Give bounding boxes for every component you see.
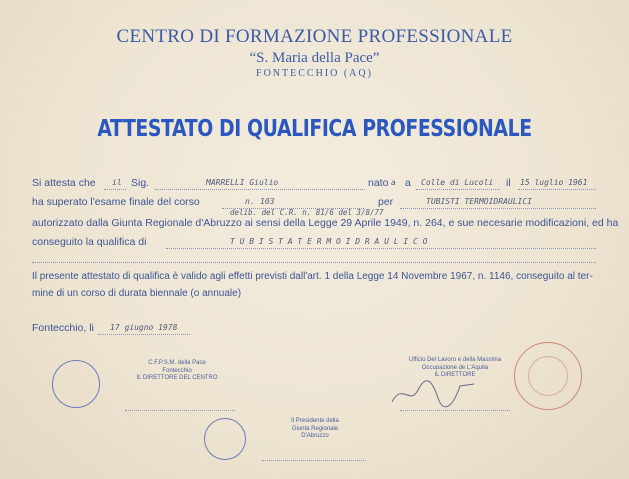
institution-name: “S. Maria della Pace” — [249, 50, 380, 66]
qualifica-label: conseguito la qualifica di — [32, 236, 147, 248]
course-name: TUBISTI TERMOIDRAULICI — [426, 197, 532, 206]
gender-suffix: a — [391, 178, 396, 187]
si-attesta-label: Si attesta che — [32, 177, 96, 189]
left-seal-icon — [52, 360, 100, 408]
nato-label: nato — [368, 177, 389, 189]
superato-label: ha superato l'esame finale del corso — [32, 196, 200, 208]
right-signature-line: Ufficio Del Lavoro e della Massima — [408, 357, 502, 363]
name-value: MARRELLI Giulio — [206, 178, 279, 187]
official-stamp-inner-icon — [528, 356, 568, 396]
signature-line — [125, 410, 235, 411]
left-signature-line: Fontecchio — [162, 367, 192, 374]
birthdate-value: 15 luglio 1961 — [520, 178, 588, 187]
dotted-line — [166, 248, 596, 249]
left-signature-line: IL DIRETTORE DEL CENTRO — [136, 375, 218, 381]
right-signature-line: IL DIRETTORE — [434, 372, 476, 378]
center-signature-line: D'Abruzzo — [301, 433, 329, 439]
delibera-annotation: delib. del C.R. n. 81/6 del 3/8/77 — [230, 208, 384, 217]
left-signature-line: C.F.P.S.M. della Pace — [148, 360, 206, 366]
dotted-line — [518, 189, 596, 190]
validity-line-1: Il presente attestato di qualifica è valido agli effetti previsti dall'art. 1 della Legge 14 Novembre 1967, n. 1146, conseguito al ter- — [32, 271, 593, 282]
dotted-line — [155, 189, 365, 190]
signature-line — [262, 460, 366, 461]
sig-label: Sig. — [131, 177, 150, 189]
course-number: 103 — [260, 197, 275, 206]
dotted-line — [98, 334, 190, 335]
date-value: 17 giugno 1978 — [110, 323, 178, 332]
authorization-text: autorizzato dalla Giunta Regionale d'Abruzzo ai sensi della Legge 29 Aprile 1949, n. 264, e sue necesarie modificazioni, ed ha — [32, 217, 619, 229]
signature-scribble-icon — [388, 376, 478, 410]
course-n-label: n. — [245, 197, 255, 206]
birthplace-value: Colle di Lucoli — [421, 178, 494, 187]
right-signature-line: Occupazione de L'Aquila — [421, 364, 489, 371]
per-label: per — [378, 196, 394, 208]
signature-line — [400, 410, 510, 411]
center-seal-icon — [204, 418, 246, 460]
dotted-line — [104, 189, 126, 190]
institution-title: CENTRO DI FORMAZIONE PROFESSIONALE — [116, 26, 513, 47]
center-signature-line: Il Presidente della — [291, 418, 339, 424]
date-label: Fontecchio, li — [32, 322, 94, 334]
il-label: il — [506, 177, 511, 189]
center-signature-block — [270, 418, 360, 441]
dotted-line — [416, 189, 500, 190]
dotted-line — [32, 262, 596, 263]
institution-place: FONTECCHIO (AQ) — [256, 68, 373, 79]
certificate-title: ATTESTATO DI QUALIFICA PROFESSIONALE — [97, 116, 532, 142]
left-signature-block — [112, 360, 242, 383]
qualification-value: T U B I S T A T E R M O I D R A U L I C O — [230, 237, 428, 246]
a-label: a — [405, 177, 411, 189]
dotted-line — [400, 208, 596, 209]
center-signature-line: Giunta Regionale — [291, 425, 339, 432]
validity-line-2: mine di un corso di durata biennale (o annuale) — [32, 288, 242, 299]
art-value: il — [112, 178, 122, 187]
